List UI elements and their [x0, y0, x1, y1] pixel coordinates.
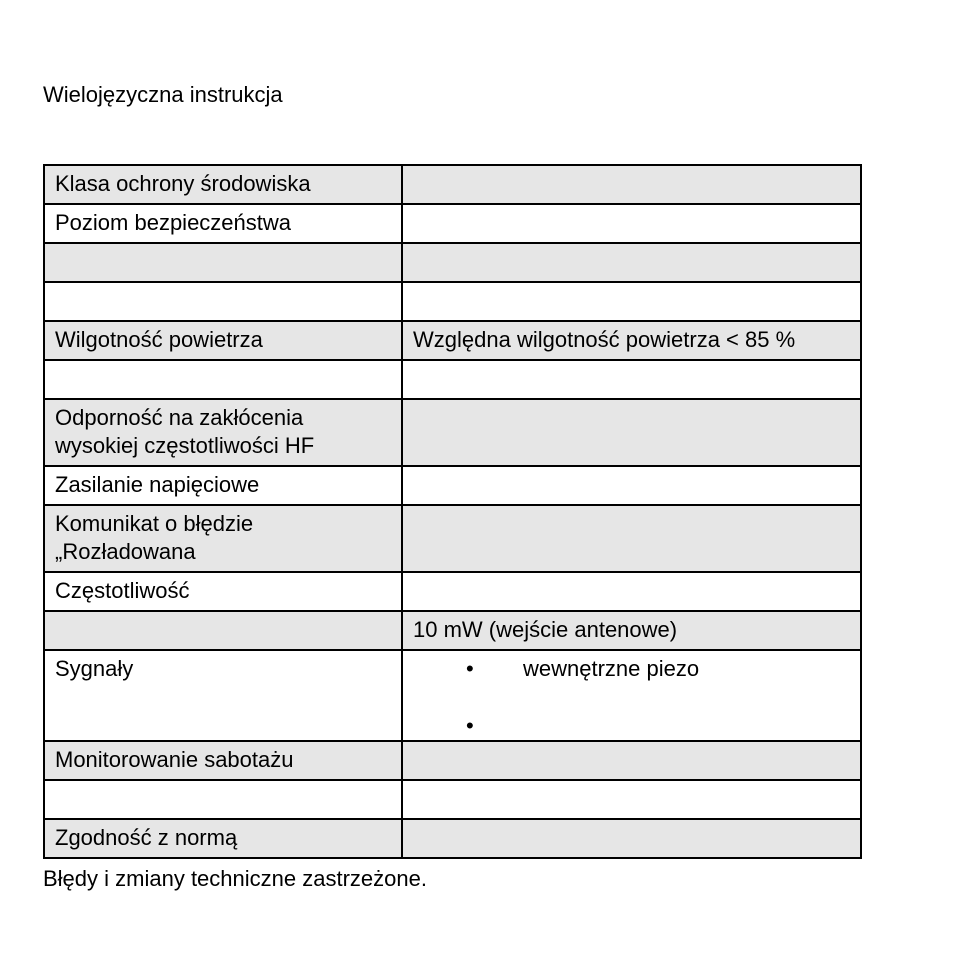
table-row	[44, 165, 861, 204]
row-value	[402, 650, 861, 741]
row-label: Sygnały	[44, 650, 402, 741]
bullet-icon: •	[466, 656, 474, 681]
table-row	[44, 650, 861, 741]
table-row	[44, 505, 861, 572]
row-label	[44, 243, 402, 282]
bullet-text: wewnętrzne piezo	[523, 656, 700, 681]
row-value	[402, 282, 861, 321]
row-label: Zgodność z normą	[44, 819, 402, 858]
row-value	[402, 741, 861, 780]
table-row	[44, 204, 861, 243]
signals-bullet-list	[413, 655, 850, 740]
bullet-icon: •	[466, 713, 474, 738]
table-row	[44, 466, 861, 505]
specifications-table	[43, 164, 862, 859]
table-row	[44, 819, 861, 858]
row-label: Odporność na zakłócenia wysokiej częstotliwości HF	[44, 399, 402, 466]
row-label: Komunikat o błędzie „Rozładowana	[44, 505, 402, 572]
row-value	[402, 165, 861, 204]
table-row	[44, 321, 861, 360]
row-label: Wilgotność powietrza	[44, 321, 402, 360]
list-item	[413, 712, 850, 740]
row-value	[402, 204, 861, 243]
table-row	[44, 282, 861, 321]
row-value	[402, 360, 861, 399]
row-label	[44, 780, 402, 819]
row-label: Monitorowanie sabotażu	[44, 741, 402, 780]
document-title: Wielojęzyczna instrukcja	[43, 82, 283, 107]
row-value	[402, 466, 861, 505]
row-value: 10 mW (wejście antenowe)	[402, 611, 861, 650]
row-label: Zasilanie napięciowe	[44, 466, 402, 505]
row-value	[402, 505, 861, 572]
row-label	[44, 282, 402, 321]
footer-note: Błędy i zmiany techniczne zastrzeżone.	[43, 866, 427, 891]
row-value	[402, 243, 861, 282]
table-row	[44, 780, 861, 819]
table-row	[44, 611, 861, 650]
row-label: Częstotliwość	[44, 572, 402, 611]
row-value: Względna wilgotność powietrza < 85 %	[402, 321, 861, 360]
row-value	[402, 572, 861, 611]
list-item	[413, 655, 850, 683]
table-row	[44, 243, 861, 282]
row-label: Klasa ochrony środowiska	[44, 165, 402, 204]
table-row	[44, 741, 861, 780]
row-value	[402, 399, 861, 466]
table-row	[44, 360, 861, 399]
row-value	[402, 780, 861, 819]
table-row	[44, 572, 861, 611]
row-label	[44, 360, 402, 399]
row-label: Poziom bezpieczeństwa	[44, 204, 402, 243]
row-label	[44, 611, 402, 650]
table-row	[44, 399, 861, 466]
row-value	[402, 819, 861, 858]
